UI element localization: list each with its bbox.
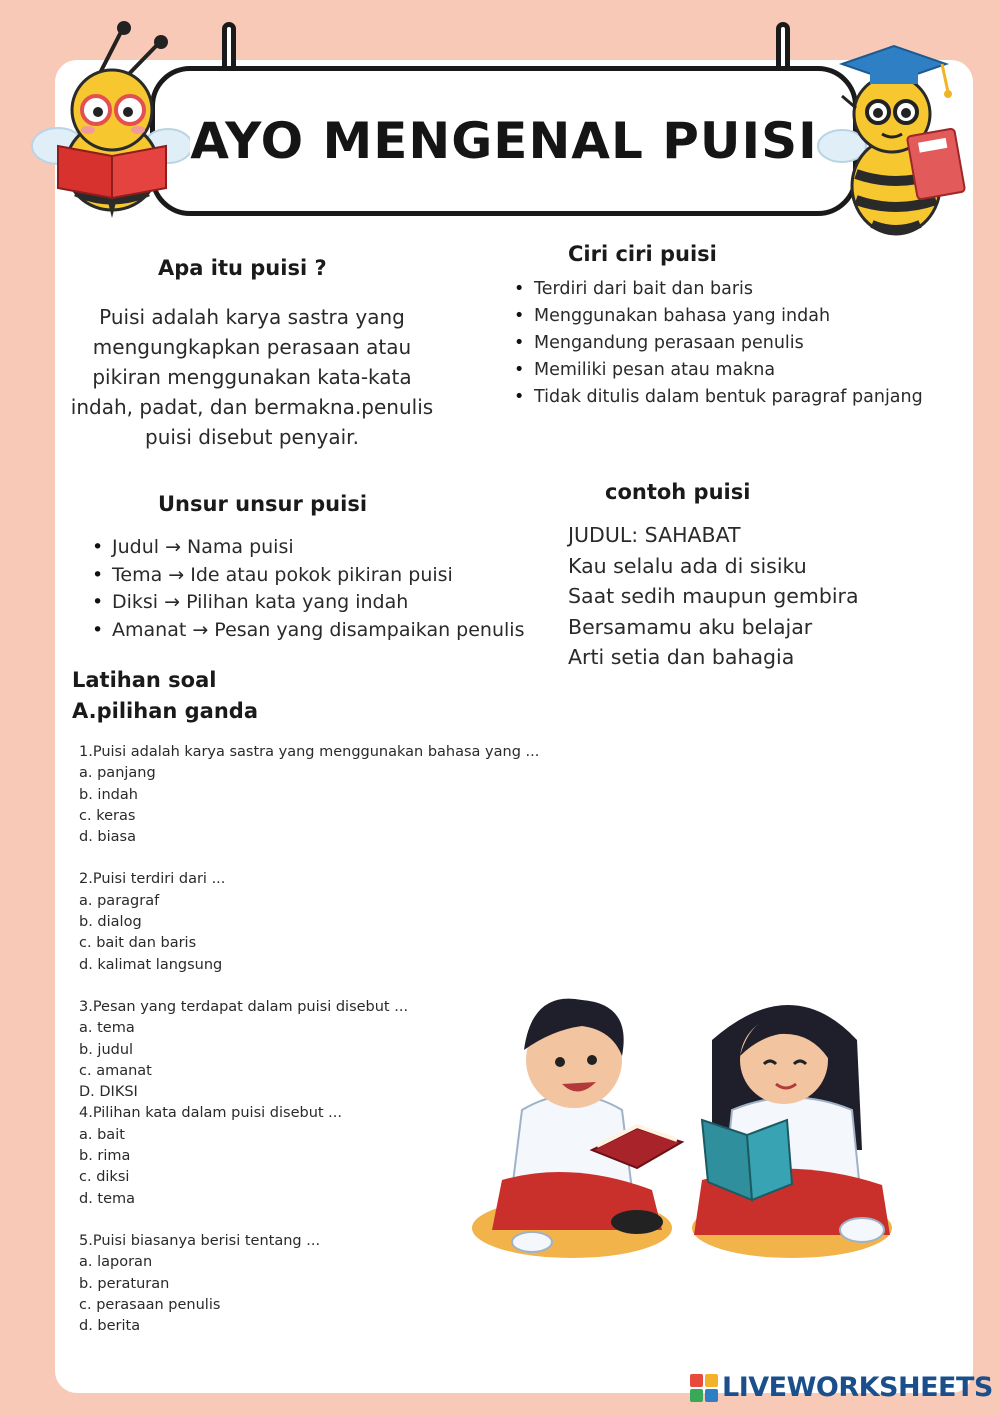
page-title: AYO MENGENAL PUISI <box>190 112 818 170</box>
answer-option[interactable]: c. diksi <box>79 1169 130 1186</box>
poem-line: Kau selalu ada di sisiku <box>568 553 807 578</box>
section-heading-pilihan-ganda: A.pilihan ganda <box>72 699 258 723</box>
section-heading-unsur-puisi: Unsur unsur puisi <box>158 492 368 516</box>
liveworksheets-logo-icon <box>690 1374 718 1402</box>
answer-option[interactable]: c. bait dan baris <box>79 935 197 952</box>
answer-option[interactable]: a. tema <box>79 1020 135 1037</box>
list-item: • Diksi → Pilihan kata yang indah <box>92 589 524 617</box>
answer-option[interactable]: c. perasaan penulis <box>79 1296 221 1313</box>
list-item: • Menggunakan bahasa yang indah <box>514 303 923 330</box>
answer-option[interactable]: d. biasa <box>79 829 136 846</box>
answer-option[interactable]: c. amanat <box>79 1062 152 1079</box>
answer-option[interactable]: b. judul <box>79 1041 134 1058</box>
list-item: • Tema → Ide atau pokok pikiran puisi <box>92 562 524 590</box>
answer-option[interactable]: b. indah <box>79 786 138 803</box>
logo-text: LIVEWORKSHEETS <box>722 1372 993 1403</box>
title-banner <box>150 66 858 216</box>
answer-option[interactable]: d. tema <box>79 1190 136 1207</box>
bee-graduate-illustration <box>812 36 982 241</box>
list-item: • Amanat → Pesan yang disampaikan penulis <box>92 617 524 645</box>
example-poem <box>568 520 859 673</box>
answer-option[interactable]: b. rima <box>79 1148 131 1165</box>
question-text: 5.Puisi biasanya berisi tentang ... <box>79 1232 321 1249</box>
definition-paragraph: Puisi adalah karya sastra yang mengungkapkan perasaan atau pikiran menggunakan kata-kata indah, padat, dan bermakna.penulis puisi disebut penyair. <box>70 305 434 449</box>
answer-option[interactable]: D. DIKSI <box>79 1084 138 1101</box>
question-text: 1.Puisi adalah karya sastra yang menggunakan bahasa yang ... <box>79 744 540 760</box>
list-item: • Judul → Nama puisi <box>92 534 524 562</box>
poem-line: JUDUL: SAHABAT <box>568 523 741 547</box>
poem-line: Saat sedih maupun gembira <box>568 584 859 608</box>
ciri-list <box>514 276 923 411</box>
unsur-list <box>92 534 524 644</box>
bee-reading-illustration <box>30 18 190 218</box>
question-text: 2.Puisi terdiri dari ... <box>79 871 226 888</box>
answer-option[interactable]: a. panjang <box>79 765 156 782</box>
answer-option[interactable]: d. berita <box>79 1318 141 1335</box>
poem-line: Bersamamu aku belajar <box>568 614 813 639</box>
children-reading-illustration <box>462 960 902 1270</box>
answer-option[interactable]: b. peraturan <box>79 1275 170 1292</box>
answer-option[interactable]: c. keras <box>79 807 136 824</box>
list-item: • Mengandung perasaan penulis <box>514 330 923 357</box>
list-item: • Tidak ditulis dalam bentuk paragraf panjang <box>514 384 923 411</box>
question-text: 4.Pilihan kata dalam puisi disebut ... <box>79 1105 343 1122</box>
answer-option[interactable]: a. laporan <box>79 1254 153 1271</box>
section-heading-ciri-puisi: Ciri ciri puisi <box>568 242 717 266</box>
answer-option[interactable]: d. kalimat langsung <box>79 956 223 973</box>
answer-option[interactable]: a. bait <box>79 1126 125 1143</box>
poem-line: Arti setia dan bahagia <box>568 645 795 669</box>
section-heading-apa-itu-puisi: Apa itu puisi ? <box>158 256 327 280</box>
question-block <box>79 742 549 848</box>
liveworksheets-logo <box>690 1372 993 1403</box>
section-heading-latihan-soal: Latihan soal <box>72 668 217 692</box>
section-heading-contoh-puisi: contoh puisi <box>605 480 751 504</box>
list-item: • Memiliki pesan atau makna <box>514 357 923 384</box>
answer-option[interactable]: b. dialog <box>79 914 142 931</box>
question-text: 3.Pesan yang terdapat dalam puisi disebut ... <box>79 998 409 1015</box>
answer-option[interactable]: a. paragraf <box>79 892 160 909</box>
list-item: • Terdiri dari bait dan baris <box>514 276 923 303</box>
